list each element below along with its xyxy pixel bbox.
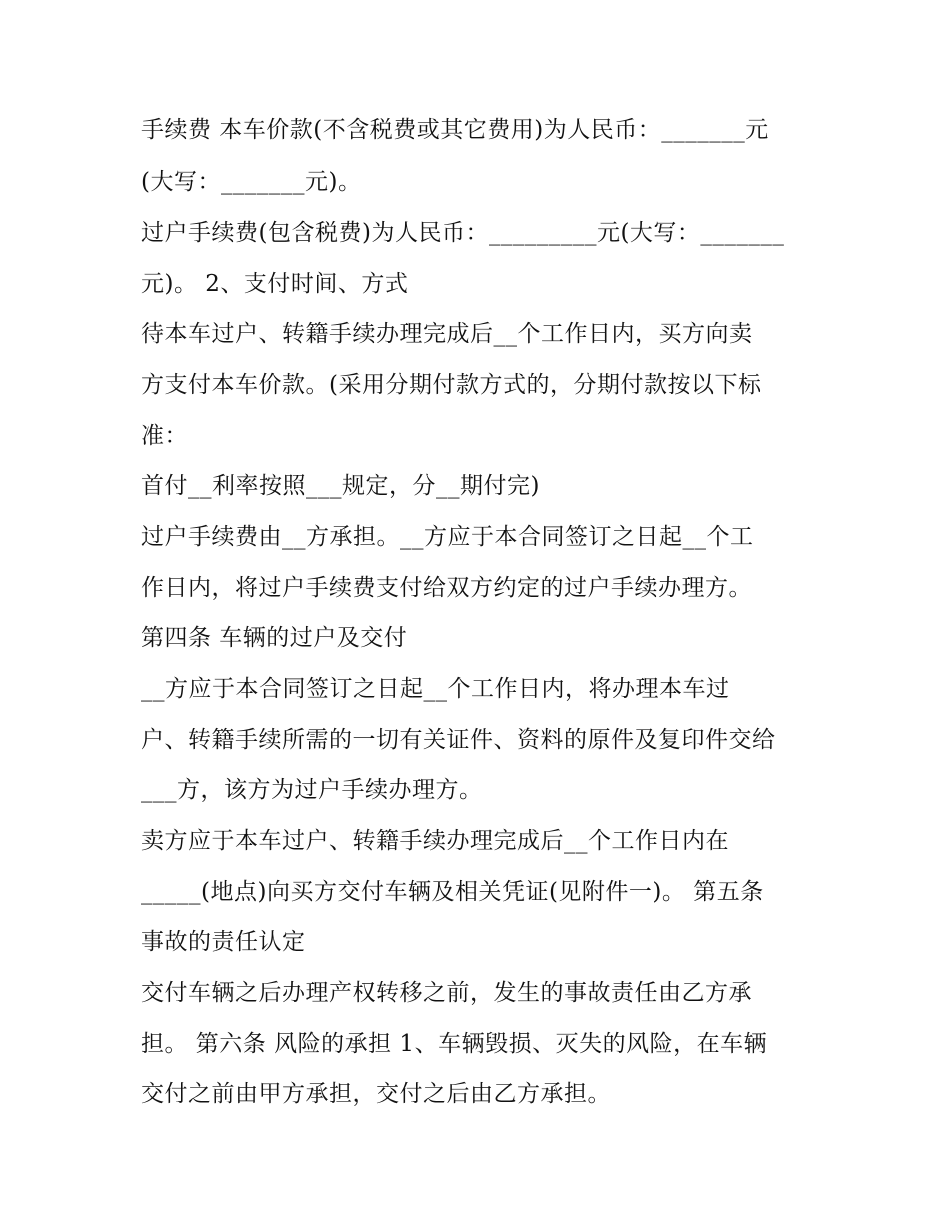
text-line: 待本车过户、转籍手续办理完成后__个工作日内，买方向卖	[141, 321, 753, 347]
text-line: 首付__利率按照___规定，分__期付完)	[141, 473, 540, 499]
text-line: 交付之前由甲方承担，交付之后由乙方承担。	[141, 1081, 611, 1107]
text-line: (大写：_______元)。	[141, 169, 362, 195]
text-line: 手续费 本车价款(不含税费或其它费用)为人民币：_______元	[141, 117, 769, 143]
text-line: 方支付本车价款。(采用分期付款方式的，分期付款按以下标	[141, 372, 762, 398]
text-line: 准：	[141, 423, 188, 449]
text-line: 事故的责任认定	[141, 929, 306, 955]
text-line: ___方，该方为过户手续办理方。	[141, 777, 483, 803]
text-line: 担。 第六条 风险的承担 1、车辆毁损、灭失的风险，在车辆	[141, 1031, 768, 1057]
text-line: 作日内，将过户手续费支付给双方约定的过户手续办理方。	[141, 575, 752, 601]
text-line: 过户手续费由__方承担。__方应于本合同签订之日起__个工	[141, 524, 754, 550]
text-line: 卖方应于本车过户、转籍手续办理完成后__个工作日内在	[141, 828, 729, 854]
text-line: 交付车辆之后办理产权转移之前，发生的事故责任由乙方承	[141, 980, 752, 1006]
text-line: __方应于本合同签订之日起__个工作日内，将办理本车过	[141, 676, 730, 702]
section-heading: 第四条 车辆的过户及交付	[141, 625, 408, 651]
text-line: _____(地点)向买方交付车辆及相关凭证(见附件一)。 第五条	[141, 879, 764, 905]
text-line: 户、转籍手续所需的一切有关证件、资料的原件及复印件交给	[141, 727, 776, 753]
text-line: 过户手续费(包含税费)为人民币：_________元(大写：_______	[141, 220, 785, 246]
text-line: 元)。 2、支付时间、方式	[141, 271, 409, 297]
